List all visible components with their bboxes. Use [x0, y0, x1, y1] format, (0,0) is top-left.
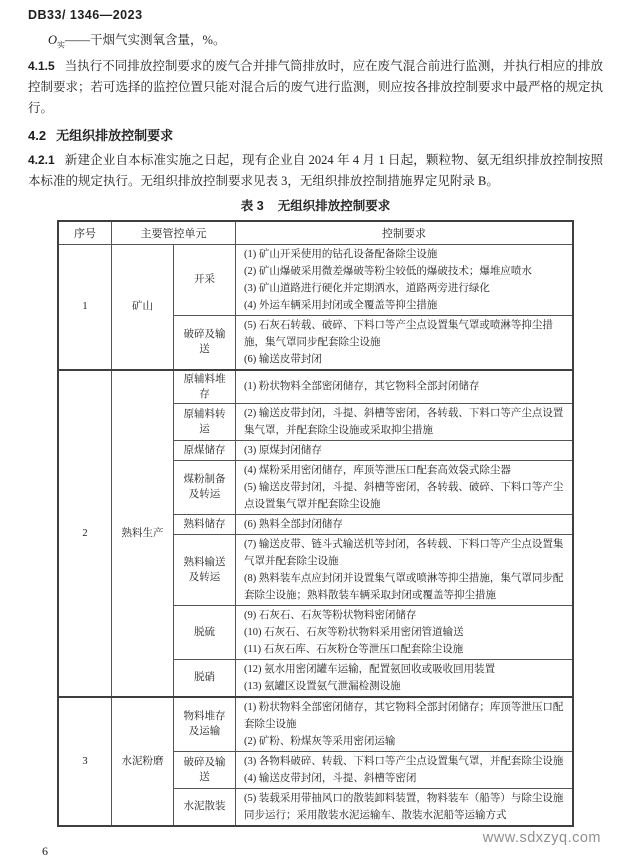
requirement-item: (1) 矿山开采使用的钻孔设备配备除尘设施 — [244, 248, 438, 260]
clause-4-2-1 — [28, 150, 603, 192]
cell-group-number: 1 — [58, 244, 112, 370]
cell-group-number: 3 — [58, 697, 112, 826]
requirement-item: (7) 输送皮带、链斗式输送机等封闭，各转载、下料口等产尘点设置集气罩并配套除尘设施 — [244, 538, 564, 567]
requirement-item: (12) 氨水用密闭罐车运输，配置氨回收或吸收回用装置 — [244, 663, 496, 675]
requirement-item: (4) 煤粉采用密闭储存，库顶等泄压口配套高效袋式除尘器 — [244, 464, 511, 476]
cell-unit-name: 煤粉制备及转运 — [174, 460, 236, 514]
cell-requirements — [236, 370, 574, 404]
section-heading-4-2 — [28, 127, 603, 145]
requirement-item: (9) 石灰石、石灰等粉状物料密闭储存 — [244, 609, 417, 621]
requirement-item: (4) 输送皮带封闭，斗提、斜槽等密闭 — [244, 772, 417, 784]
cell-unit-name: 破碎及输送 — [174, 751, 236, 788]
cell-entity: 矿山 — [112, 244, 174, 370]
cell-unit-name: 破碎及输送 — [174, 315, 236, 370]
doc-number: DB33/ 1346—2023 — [28, 8, 143, 22]
requirement-item: (6) 输送皮带封闭 — [244, 353, 322, 365]
header-cell-no: 序号 — [58, 221, 112, 245]
clause-4-2-1-text: 新建企业自本标准实施之日起，现有企业自 2024 年 4 月 1 日起，颗粒物、氨无组织排放控制按照本标准的规定执行。无组织排放控制要求见表 3，无组织排放控制措施界定见附录 B。 — [28, 152, 603, 188]
table-row — [58, 370, 573, 404]
section-4-2-title: 无组织排放控制要求 — [56, 127, 174, 143]
clause-4-2-1-number: 4.2.1 — [28, 152, 55, 167]
cell-requirements — [236, 788, 574, 826]
table-caption — [28, 198, 603, 215]
cell-entity: 熟料生产 — [112, 370, 174, 697]
cell-unit-name: 熟料储存 — [174, 514, 236, 534]
requirement-item: (8) 熟料装车点应封闭并设置集气罩或喷淋等抑尘措施，集气罩同步配套除尘设施；熟料散装车辆采取封闭或覆盖等抑尘措施 — [244, 572, 564, 601]
requirement-item: (2) 输送皮带封闭，斗提、斜槽等密闭，各转载、下料口等产尘点设置集气罩，并配套除尘设施或采取抑尘措施 — [244, 407, 564, 436]
table-caption-title: 无组织排放控制要求 — [277, 198, 391, 213]
table-header — [58, 221, 573, 245]
cell-unit-name: 原煤储存 — [174, 440, 236, 460]
cell-requirements — [236, 244, 574, 315]
requirement-item: (5) 石灰石转载、破碎、下料口等产尘点设置集气罩或喷淋等抑尘措施，集气罩同步配套除尘设施 — [244, 319, 553, 348]
clause-4-1-5-text: 当执行不同排放控制要求的废气合并排气筒排放时，应在废气混合前进行监测，并执行相应的排放控制要求；若可选择的监控位置只能对混合后的废气进行监测，则应按各排放控制要求中最严格的规定执行。 — [28, 58, 604, 115]
cell-requirements — [236, 315, 574, 370]
cell-unit-name: 熟料输送及转运 — [174, 534, 236, 605]
requirement-item: (1) 粉状物料全部密闭储存，其它物料全部封闭储存；库顶等泄压口配套除尘设施 — [244, 701, 564, 730]
requirement-item: (11) 石灰石库、石灰粉仓等泄压口配套除尘设施 — [244, 643, 464, 655]
cell-unit-name: 脱硫 — [174, 605, 236, 659]
page-number: 6 — [42, 844, 48, 858]
requirement-item: (3) 各物料破碎、转载、下料口等产尘点设置集气罩，并配套除尘设施 — [244, 755, 564, 767]
cell-unit-name: 脱硝 — [174, 659, 236, 697]
clause-4-1-5-number: 4.1.5 — [28, 58, 55, 73]
requirement-item: (5) 输送皮带封闭，斗提、斜槽等密闭，各转载、破碎、下料口等产尘点设置集气罩并配套除尘设施 — [244, 481, 564, 510]
table-row — [58, 244, 573, 315]
requirement-item: (1) 粉状物料全部密闭储存，其它物料全部封闭储存 — [244, 381, 480, 392]
requirement-item: (10) 石灰石、石灰等粉状物料采用密闭管道输送 — [244, 626, 464, 638]
cell-requirements — [236, 605, 574, 659]
definition-line — [28, 30, 603, 56]
table-row — [58, 697, 573, 752]
requirement-item: (5) 装载采用带抽风口的散装卸料装置，物料装车（船等）与除尘设施同步运行；采用散装水泥运输车、散装水泥船等运输方式 — [244, 792, 564, 821]
table-body — [58, 244, 573, 826]
requirement-item: (2) 矿山爆破采用微差爆破等粉尘较低的爆破技术；爆堆应喷水 — [244, 265, 532, 277]
cell-requirements — [236, 440, 574, 460]
oxygen-symbol-subscript: 实 — [57, 40, 66, 50]
requirement-item: (3) 原煤封闭储存 — [244, 444, 322, 456]
cell-requirements — [236, 697, 574, 752]
requirement-item: (2) 矿粉、粉煤灰等采用密闭运输 — [244, 735, 396, 747]
cell-requirements — [236, 659, 574, 697]
definition-text: ——干烟气实测氧含量，%。 — [65, 33, 226, 47]
table-caption-label: 表 3 — [240, 198, 264, 213]
cell-requirements — [236, 534, 574, 605]
page-body — [28, 26, 603, 827]
header-cell-unit: 主要管控单元 — [112, 221, 236, 245]
cell-unit-name: 水泥散装 — [174, 788, 236, 826]
cell-group-number: 2 — [58, 370, 112, 697]
cell-unit-name: 原辅料转运 — [174, 403, 236, 440]
requirement-item: (3) 矿山道路进行硬化并定期洒水，道路两旁进行绿化 — [244, 282, 490, 294]
cell-unit-name: 物料堆存及运输 — [174, 697, 236, 752]
clause-4-1-5 — [28, 56, 603, 119]
cell-requirements — [236, 460, 574, 514]
section-4-2-number: 4.2 — [28, 127, 47, 143]
cell-unit-name: 原辅料堆存 — [174, 370, 236, 404]
oxygen-symbol: O — [48, 33, 58, 47]
header-cell-req: 控制要求 — [236, 221, 574, 245]
requirement-item: (4) 外运车辆采用封闭或全覆盖等抑尘措施 — [244, 299, 438, 311]
control-requirements-table — [57, 220, 574, 827]
cell-requirements — [236, 403, 574, 440]
cell-entity: 水泥粉磨 — [112, 697, 174, 826]
cell-unit-name: 开采 — [174, 244, 236, 315]
requirement-item: (13) 氨罐区设置氨气泄漏检测设施 — [244, 680, 401, 692]
watermark: www.sdxzyq.com — [482, 830, 601, 846]
cell-requirements — [236, 514, 574, 534]
cell-requirements — [236, 751, 574, 788]
requirement-item: (6) 熟料全部封闭储存 — [244, 518, 343, 530]
